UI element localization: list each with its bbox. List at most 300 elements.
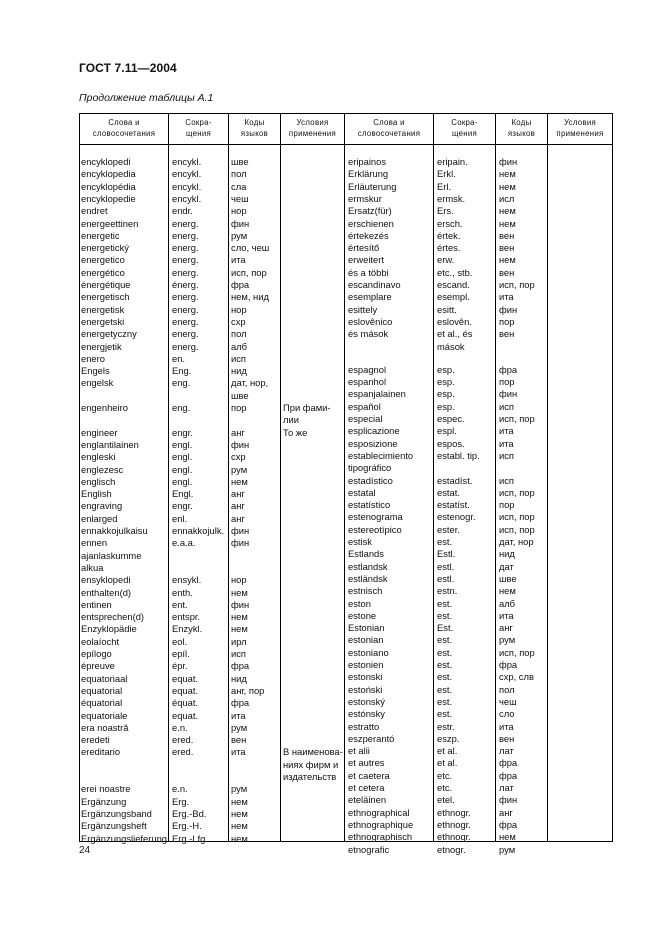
left-lang-code-cell: ита [231,746,246,758]
right-lang-code-cell: чеш [499,695,517,707]
right-word-cell: estratto [348,720,380,732]
right-lang-code-cell: исп, пор [499,413,535,425]
column-divider [344,114,345,841]
left-abbr-cell: eol. [172,635,188,647]
left-lang-code-cell: вен [231,734,247,746]
left-lang-code-cell: нор [231,574,247,586]
right-abbr-cell: espos. [437,437,465,449]
left-lang-code-cell: шве [231,156,249,167]
right-word-cell: esittely [348,303,378,315]
left-abbr-cell: encykl. [172,168,202,180]
left-word-cell: energetyczny [81,328,137,340]
right-lang-code-cell: фра [499,659,518,671]
left-condition-cell: В наименова- [283,746,343,758]
left-abbr-cell: engl. [172,438,193,450]
right-abbr-cell: est. [437,683,453,695]
left-lang-code-cell: рум [231,463,248,475]
right-abbr-cell: esp. [437,400,455,412]
header-abbreviations: Сокра- щения [451,118,478,138]
right-word-cell: estereotípico [348,523,402,535]
right-lang-code-cell: пол [499,683,515,695]
right-lang-code-cell: фра [499,769,518,781]
doc-code: ГОСТ 7.11—2004 [79,61,177,75]
left-lang-code-cell: нем [231,820,248,832]
right-lang-code-cell: схр, слв [499,671,534,683]
left-abbr-cell: eng. [172,377,191,389]
left-lang-code-cell: нем [231,475,248,487]
header-abbreviations: Сокра- щения [185,118,212,138]
right-abbr-cell: eslovên. [437,315,472,327]
right-lang-code-cell: исп, пор [499,279,535,290]
right-lang-code-cell: ита [499,291,514,303]
right-word-cell: tipográfico [348,462,392,474]
right-word-cell: estonien [348,659,384,671]
left-word-cell: englezesc [81,463,124,475]
right-abbr-cell: esp. [437,363,455,375]
left-word-cell: engelsk [81,377,114,389]
right-word-cell: és a többi [348,266,389,278]
left-lang-code-cell: фра [231,660,250,672]
right-abbr-cell: esempl. [437,291,470,303]
left-lang-code-cell: шве [231,389,249,401]
left-lang-code-cell: ирл [231,635,247,647]
right-lang-code-cell: пор [499,376,515,388]
left-word-cell: energetic [81,229,120,241]
right-abbr-cell: estat. [437,486,460,498]
right-word-cell: értesítő [348,242,380,254]
left-word-cell: enthalten(d) [81,586,132,598]
left-lang-code-cell: фин [231,598,250,610]
header-divider [79,144,613,145]
column-divider [228,114,229,841]
left-lang-code-cell: фра [231,279,250,290]
right-abbr-cell: est. [437,634,453,646]
left-word-cell: eredeti [81,734,110,746]
column-divider [433,114,434,841]
right-abbr-cell: Est. [437,622,454,634]
left-abbr-cell: Erg.-Lfg. [172,832,208,844]
left-abbr-cell: engl. [172,475,193,487]
left-abbr-cell: entspr. [172,611,201,623]
left-word-cell: Ergänzungsheft [81,820,147,832]
right-abbr-cell: etc., stb. [437,266,473,278]
right-abbr-cell: escand. [437,279,470,290]
left-lang-code-cell: исп, пор [231,266,267,278]
right-word-cell: Erläuterung [348,180,397,192]
right-lang-code-cell: нем [499,585,516,597]
left-word-cell: eolaíocht [81,635,120,647]
left-word-cell: engineer [81,426,118,438]
right-lang-code-cell: фин [499,156,518,167]
left-lang-code-cell: фин [231,537,250,549]
right-lang-code-cell: ита [499,720,514,732]
right-lang-code-cell: пор [499,315,515,327]
right-abbr-cell: estr. [437,720,455,732]
left-abbr-cell: equat. [172,684,199,696]
left-lang-code-cell: нем [231,623,248,635]
left-lang-code-cell: ита [231,709,246,721]
left-abbr-cell: endr. [172,205,193,217]
left-lang-code-cell: нор [231,205,247,217]
left-abbr-cell: e.n. [172,783,188,795]
left-word-cell: encyklopedie [81,192,136,204]
header-conditions: Условия применения [288,118,337,138]
right-word-cell: establecimiento [348,449,414,461]
left-word-cell: energetisch [81,291,130,303]
left-abbr-cell: encykl. [172,180,202,192]
right-lang-code-cell: исп [499,449,515,461]
left-abbr-cell: engr. [172,426,193,438]
left-word-cell: Ergänzungslieferung [81,832,167,844]
right-word-cell: eston [348,597,371,609]
right-word-cell: eszperantó [348,732,395,744]
right-abbr-cell: Estl. [437,548,456,560]
right-abbr-cell: estenogr. [437,511,476,523]
right-lang-code-cell: исп [499,474,515,486]
right-word-cell: erschienen [348,217,394,229]
right-word-cell: estone [348,609,377,621]
left-word-cell: épreuve [81,660,115,672]
right-abbr-cell: Ers. [437,205,454,217]
right-abbr-cell: est. [437,609,453,621]
right-lang-code-cell: фин [499,794,518,806]
left-abbr-cell: engr. [172,500,193,512]
right-word-cell: etnografic [348,843,390,855]
column-divider [495,114,496,841]
right-word-cell: espanhol [348,376,387,388]
left-abbr-cell: energ. [172,254,199,266]
table-caption: Продолжение таблицы А.1 [79,92,214,104]
right-word-cell: ethnographical [348,806,410,818]
right-abbr-cell: est. [437,695,453,707]
right-word-cell: esposizione [348,437,398,449]
right-word-cell: español [348,400,381,412]
right-lang-code-cell: нем [499,180,516,192]
left-abbr-cell: Erg.-Bd. [172,807,207,819]
left-word-cell: equatoriaal [81,672,128,684]
left-word-cell: energetico [81,254,125,266]
right-abbr-cell: estl. [437,572,455,584]
left-lang-code-cell: ита [231,254,246,266]
left-lang-code-cell: рум [231,229,248,241]
right-abbr-cell: est. [437,659,453,671]
left-word-cell: enero [81,352,105,364]
left-abbr-cell: e.a.a. [172,537,196,549]
left-word-cell: engenheiro [81,402,128,413]
right-word-cell: estónsky [348,708,385,720]
right-word-cell: eteläinen [348,794,387,806]
right-abbr-cell: est. [437,708,453,720]
left-abbr-cell: energ. [172,291,199,303]
left-word-cell: englisch [81,475,116,487]
column-divider [547,114,548,841]
right-abbr-cell: esp. [437,388,455,400]
right-lang-code-cell: фра [499,818,518,830]
left-word-cell: era noastră [81,721,129,733]
left-word-cell: energetický [81,242,129,254]
right-word-cell: espagnol [348,363,387,375]
right-word-cell: estonski [348,671,383,683]
left-lang-code-cell: анг [231,500,245,512]
right-lang-code-cell: исп, пор [499,523,535,535]
left-word-cell: encyklopedia [81,168,136,180]
left-abbr-cell: energ. [172,340,199,352]
left-abbr-cell: Engl. [172,488,194,500]
right-lang-code-cell: ита [499,609,514,621]
right-abbr-cell: etc. [437,769,453,781]
left-abbr-cell: energ. [172,266,199,278]
right-word-cell: és mások [348,328,389,340]
left-lang-code-cell: нид [231,672,247,684]
right-abbr-cell: Erkl. [437,168,456,180]
left-condition-cell: При фами- [283,402,331,413]
right-word-cell: ethnographisch [348,831,413,843]
right-abbr-cell: establ. tip. [437,449,480,461]
left-word-cell: energetisk [81,303,125,315]
left-abbr-cell: epíl. [172,648,190,659]
right-lang-code-cell: исл [499,192,515,204]
right-word-cell: estenograma [348,511,403,523]
left-word-cell: entsprechen(d) [81,611,145,623]
right-abbr-cell: etc. [437,782,453,794]
right-word-cell: estnisch [348,585,383,597]
right-lang-code-cell: вен [499,328,515,340]
left-word-cell: alkua [81,561,104,573]
right-abbr-cell: estadíst. [437,474,473,486]
right-abbr-cell: est. [437,597,453,609]
right-word-cell: espanjalainen [348,388,406,400]
right-word-cell: eripainos [348,156,387,167]
column-divider [280,114,281,841]
right-word-cell: értekezés [348,229,389,241]
left-lang-code-cell: схр [231,315,246,327]
left-word-cell: ajanlaskumme [81,549,142,561]
right-abbr-cell: ermsk. [437,192,466,204]
left-lang-code-cell: алб [231,340,248,352]
right-lang-code-cell: нем [499,831,516,843]
left-word-cell: entinen [81,598,112,610]
right-lang-code-cell: ита [499,437,514,449]
left-abbr-cell: energ. [172,217,199,229]
left-abbr-cell: Erg.-H. [172,820,202,832]
left-abbr-cell: enl. [172,512,188,524]
right-abbr-cell: etel. [437,794,455,806]
left-word-cell: ennakkojulkaisu [81,525,148,536]
left-abbr-cell: énerg. [172,279,199,290]
left-lang-code-cell: сло, чеш [231,242,270,254]
left-abbr-cell: e.n. [172,721,188,733]
left-abbr-cell: engl. [172,463,193,475]
right-lang-code-cell: вен [499,732,515,744]
right-abbr-cell: ethnogr. [437,831,471,843]
left-word-cell: English [81,488,112,500]
left-word-cell: energetski [81,315,125,327]
right-word-cell: ethnographique [348,818,414,830]
right-word-cell: estatal [348,486,376,498]
right-word-cell: escandinavo [348,279,401,290]
right-word-cell: estisk [348,536,372,548]
left-word-cell: equatorial [81,684,123,696]
left-word-cell: erei noastre [81,783,131,795]
left-lang-code-cell: нем, нид [231,291,269,303]
left-abbr-cell: encykl. [172,192,202,204]
left-abbr-cell: ensykl. [172,574,202,586]
right-abbr-cell: ethnogr. [437,818,471,830]
right-lang-code-cell: пор [499,499,515,511]
left-abbr-cell: ered. [172,746,194,758]
right-lang-code-cell: шве [499,572,517,584]
right-lang-code-cell: лат [499,745,514,757]
right-abbr-cell: esitt. [437,303,457,315]
right-lang-code-cell: сло [499,708,515,720]
left-word-cell: Enzyklopädie [81,623,137,635]
left-lang-code-cell: пол [231,168,247,180]
right-word-cell: estonský [348,695,385,707]
column-divider [612,114,613,841]
left-lang-code-cell: фин [231,438,250,450]
left-abbr-cell: équat. [172,697,199,709]
right-lang-code-cell: исп [499,400,515,412]
right-lang-code-cell: исп, пор [499,646,535,658]
left-word-cell: ereditario [81,746,121,758]
right-lang-code-cell: дат, нор [499,536,534,548]
right-word-cell: estadístico [348,474,393,486]
right-lang-code-cell: исп, пор [499,486,535,498]
left-condition-cell: То же [283,426,308,438]
left-lang-code-cell: рум [231,783,248,795]
left-abbr-cell: energ. [172,328,199,340]
right-word-cell: erweitert [348,254,384,266]
right-lang-code-cell: нем [499,205,516,217]
left-lang-code-cell: нем [231,586,248,598]
left-abbr-cell: épr. [172,660,188,672]
right-lang-code-cell: исп, пор [499,511,535,523]
right-lang-code-cell: дат [499,560,514,572]
left-abbr-cell: eng. [172,402,191,413]
left-lang-code-cell: нем [231,611,248,623]
right-abbr-cell: ester. [437,523,460,535]
left-abbr-cell: enth. [172,586,193,598]
left-word-cell: Engels [81,365,110,377]
left-lang-code-cell: анг [231,512,245,524]
right-lang-code-cell: нем [499,217,516,229]
right-abbr-cell: értek. [437,229,461,241]
right-abbr-cell: et al. [437,757,458,769]
column-divider [168,114,169,841]
left-word-cell: engraving [81,500,123,512]
right-word-cell: et alii [348,745,370,757]
left-lang-code-cell: нор [231,303,247,315]
left-word-cell: energeettinen [81,217,139,229]
left-lang-code-cell: пор [231,402,247,413]
left-lang-code-cell: рум [231,721,248,733]
left-abbr-cell: en. [172,352,186,364]
right-word-cell: estatístico [348,499,391,511]
right-word-cell: estoński [348,683,383,695]
left-lang-code-cell: фра [231,697,250,709]
left-lang-code-cell: пол [231,328,247,340]
header-words: Слова и словосочетания [92,118,156,138]
left-word-cell: engleski [81,451,116,463]
left-abbr-cell: Enzykl. [172,623,203,635]
left-abbr-cell: energ. [172,229,199,241]
right-word-cell: Estonian [348,622,385,634]
right-word-cell: et caetera [348,769,390,781]
left-abbr-cell: equat. [172,672,199,684]
left-word-cell: ennen [81,537,108,549]
left-condition-cell: ниях фирм и [283,758,339,770]
page-number: 24 [79,845,91,856]
left-word-cell: englantilainen [81,438,139,450]
right-lang-code-cell: фра [499,363,518,375]
right-lang-code-cell: алб [499,597,516,609]
header-words: Слова и словосочетания [357,118,421,138]
right-lang-code-cell: нид [499,548,515,560]
right-abbr-cell: est. [437,536,453,548]
left-word-cell: Ergänzung [81,795,127,807]
left-abbr-cell: ent. [172,598,188,610]
left-word-cell: energético [81,266,125,278]
left-word-cell: endret [81,205,108,217]
right-word-cell: Estlands [348,548,384,560]
right-abbr-cell: ersch. [437,217,463,229]
left-abbr-cell: ennakkojulk. [172,525,225,536]
left-word-cell: energjetik [81,340,122,352]
left-abbr-cell: equat. [172,709,199,721]
right-word-cell: et autres [348,757,385,769]
left-lang-code-cell: нем [231,807,248,819]
right-abbr-cell: et al., és [437,328,473,340]
right-lang-code-cell: рум [499,634,516,646]
left-word-cell: Ergänzungsband [81,807,152,819]
right-lang-code-cell: фра [499,757,518,769]
right-word-cell: eslovênico [348,315,393,327]
right-lang-code-cell: анг [499,622,513,634]
left-abbr-cell: Eng. [172,365,192,377]
right-abbr-cell: et al. [437,745,458,757]
right-word-cell: estonian [348,634,384,646]
left-lang-code-cell: фин [231,217,250,229]
right-lang-code-cell: фин [499,303,518,315]
right-lang-code-cell: вен [499,229,515,241]
left-lang-code-cell: схр [231,451,246,463]
right-lang-code-cell: ита [499,425,514,437]
left-lang-code-cell: анг [231,488,245,500]
column-divider [79,114,80,841]
right-lang-code-cell: лат [499,782,514,794]
right-lang-code-cell: нем [499,168,516,180]
right-word-cell: estländsk [348,572,388,584]
right-word-cell: estlandsk [348,560,388,572]
left-lang-code-cell: сла [231,180,247,192]
left-condition-cell: лии [283,414,299,426]
left-lang-code-cell: дат, нор, [231,377,269,389]
left-word-cell: encyklopédia [81,180,136,192]
left-abbr-cell: energ. [172,315,199,327]
right-lang-code-cell: рум [499,843,516,855]
right-word-cell: Erklärung [348,168,389,180]
right-abbr-cell: értes. [437,242,461,254]
right-lang-code-cell: анг [499,806,513,818]
right-lang-code-cell: вен [499,242,515,254]
left-lang-code-cell: нид [231,365,247,377]
right-abbr-cell: mások [437,340,465,352]
left-abbr-cell: energ. [172,242,199,254]
right-abbr-cell: est. [437,646,453,658]
right-lang-code-cell: нем [499,254,516,266]
left-abbr-cell: encykl. [172,156,202,167]
right-word-cell: esplicazione [348,425,400,437]
